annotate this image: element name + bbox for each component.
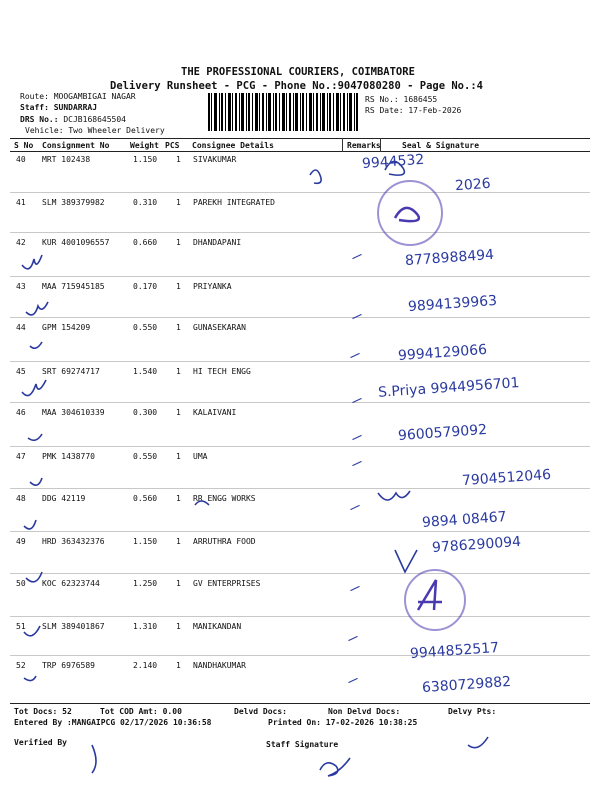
row-pcs: 1 <box>176 537 181 546</box>
row-weight: 0.170 <box>133 282 158 291</box>
row-sno: 50 <box>16 579 26 588</box>
row-sno: 49 <box>16 537 26 546</box>
runsheet-text: Delivery Runsheet - PCG - Phone No.:9047080280 - Page No.: <box>110 80 477 92</box>
row-consignment: MRT 102438 <box>42 155 91 164</box>
row-weight: 0.550 <box>133 452 158 461</box>
col-consignee: Consignee Details <box>192 141 274 150</box>
company-title: THE PROFESSIONAL COURIERS, COIMBATORE <box>181 66 415 78</box>
row-consignee: ARRUTHRA FOOD <box>193 537 256 546</box>
col-pcs: PCS <box>165 141 180 150</box>
row-pcs: 1 <box>176 323 181 332</box>
staff: Staff: SUNDARRAJ <box>20 103 98 112</box>
row-consignee: GV ENTERPRISES <box>193 579 261 588</box>
row-consignee: DHANDAPANI <box>193 238 242 247</box>
row-weight: 1.150 <box>133 155 158 164</box>
signature-row-48 <box>378 491 410 500</box>
col-weight: Weight <box>130 141 159 150</box>
vehicle: Vehicle: Two Wheeler Delivery <box>25 126 165 135</box>
row-consignment: HRD 363432376 <box>42 537 105 546</box>
row-weight: 0.550 <box>133 323 158 332</box>
footer-tick <box>468 737 488 748</box>
row-sno: 46 <box>16 408 26 417</box>
verified-signature <box>92 745 96 773</box>
row-pcs: 1 <box>176 661 181 670</box>
row-weight: 0.300 <box>133 408 158 417</box>
tick-row-44 <box>30 342 42 348</box>
col-consignment: Consignment No <box>42 141 110 150</box>
handwriting-row-43: 9894139963 <box>407 292 498 316</box>
page-number: 4 <box>476 80 483 92</box>
row-consignment: KOC 62323744 <box>42 579 100 588</box>
stamp-signature-1 <box>395 208 419 221</box>
row-weight: 1.250 <box>133 579 158 588</box>
row-consignment: KUR 4001096557 <box>42 238 110 247</box>
route: Route: MOOGAMBIGAI NAGAR <box>20 92 136 101</box>
handwriting-row-48: 9894 08467 <box>421 509 508 531</box>
verified-by: Verified By <box>14 738 67 747</box>
row-sno: 44 <box>16 323 26 332</box>
row-consignment: GPM 154209 <box>42 323 91 332</box>
tick-row-50 <box>26 572 42 582</box>
row-sno: 47 <box>16 452 26 461</box>
staff-signature-mark <box>320 758 350 776</box>
row-consignee: HI TECH ENGG <box>193 367 251 376</box>
delivered-docs: Delvd Docs: <box>234 707 287 716</box>
handwriting-row-47: 7904512046 <box>461 466 552 490</box>
row-consignment: PMK 1438770 <box>42 452 95 461</box>
row-consignee: SIVAKUMAR <box>193 155 237 164</box>
mark-row-40 <box>310 170 321 183</box>
row-pcs: 1 <box>176 238 181 247</box>
total-cod: Tot COD Amt: 0.00 <box>100 707 182 716</box>
tick-row-45 <box>22 380 46 396</box>
row-weight: 2.140 <box>133 661 158 670</box>
row-consignee: MANIKANDAN <box>193 622 242 631</box>
row-consignment: MAA 304610339 <box>42 408 105 417</box>
handwriting-row-40: 9944532 <box>361 151 425 173</box>
col-seal-signature: Seal & Signature <box>402 141 480 150</box>
rs-date: RS Date: 17-Feb-2026 <box>365 106 462 115</box>
footer-rule <box>10 703 590 704</box>
row-pcs: 1 <box>176 282 181 291</box>
tick-row-48 <box>24 520 36 529</box>
row-weight: 0.560 <box>133 494 158 503</box>
row-consignee: GUNASEKARAN <box>193 323 246 332</box>
tick-row-52 <box>24 676 36 681</box>
total-docs: Tot Docs: 52 <box>14 707 72 716</box>
staff-signature-label: Staff Signature <box>266 740 339 749</box>
row-weight: 1.310 <box>133 622 158 631</box>
signature-row-49 <box>395 550 417 572</box>
row-pcs: 1 <box>176 198 181 207</box>
signature-row-40 <box>385 161 404 175</box>
tick-row-42 <box>22 255 42 269</box>
tick-row-43 <box>26 302 48 315</box>
row-consignee: UMA <box>193 452 208 461</box>
row-weight: 0.310 <box>133 198 158 207</box>
drs-number: DCJB168645504 <box>63 115 126 124</box>
row-pcs: 1 <box>176 622 181 631</box>
tick-row-47 <box>30 478 42 485</box>
row-sno: 52 <box>16 661 26 670</box>
tick-row-51 <box>24 626 40 636</box>
handwriting-row-51: 9944852517 <box>409 639 500 663</box>
row-sno: 45 <box>16 367 26 376</box>
row-sno: 43 <box>16 282 26 291</box>
row-pcs: 1 <box>176 452 181 461</box>
row-sno: 42 <box>16 238 26 247</box>
row-sno: 40 <box>16 155 26 164</box>
row-pcs: 1 <box>176 155 181 164</box>
row-consignment: MAA 715945185 <box>42 282 105 291</box>
row-consignment: DDG 42119 <box>42 494 86 503</box>
row-pcs: 1 <box>176 408 181 417</box>
handwriting-row-44: 9994129066 <box>397 341 488 365</box>
row-sno: 51 <box>16 622 26 631</box>
drs-label: DRS No.: <box>20 115 59 124</box>
row-consignee: PAREKH INTEGRATED <box>193 198 275 207</box>
row-consignment: SRT 69274717 <box>42 367 100 376</box>
handwriting-row-45: S.Priya 9944956701 <box>377 375 520 401</box>
row-consignee: PRIYANKA <box>193 282 232 291</box>
handwriting-row-52: 6380729882 <box>421 673 512 697</box>
row-consignment: SLM 389379982 <box>42 198 105 207</box>
col-sno: S No <box>14 141 34 150</box>
row-consignee: RR ENGG WORKS <box>193 494 256 503</box>
row-consignment: TRP 6976589 <box>42 661 95 670</box>
printed-on: Printed On: 17-02-2026 10:38:25 <box>268 718 418 727</box>
rs-number: RS No.: 1686455 <box>365 95 438 104</box>
row-sno: 48 <box>16 494 26 503</box>
row-pcs: 1 <box>176 367 181 376</box>
delivery-points: Delvy Pts: <box>448 707 497 716</box>
row-consignment: SLM 389401867 <box>42 622 105 631</box>
handwriting-row-42: 8778988494 <box>404 246 495 270</box>
handwriting-row-46: 9600579092 <box>397 421 488 445</box>
mark-row-48 <box>195 501 209 505</box>
row-weight: 0.660 <box>133 238 158 247</box>
tick-row-46 <box>28 434 42 440</box>
row-consignee: NANDHAKUMAR <box>193 661 246 670</box>
row-weight: 1.150 <box>133 537 158 546</box>
non-delivered-docs: Non Delvd Docs: <box>328 707 401 716</box>
stamp-circle-1 <box>378 181 442 245</box>
col-remarks: Remarks <box>347 141 381 150</box>
row-pcs: 1 <box>176 494 181 503</box>
row-sno: 41 <box>16 198 26 207</box>
row-consignee: KALAIVANI <box>193 408 237 417</box>
row-weight: 1.540 <box>133 367 158 376</box>
row-pcs: 1 <box>176 579 181 588</box>
handwriting-row-49: 9786290094 <box>431 533 522 557</box>
entered-by: Entered By :MANGAIPCG 02/17/2026 10:36:58 <box>14 718 212 727</box>
stamp-signature-2 <box>418 580 442 610</box>
handwriting-row-40b: 2026 <box>454 175 492 195</box>
